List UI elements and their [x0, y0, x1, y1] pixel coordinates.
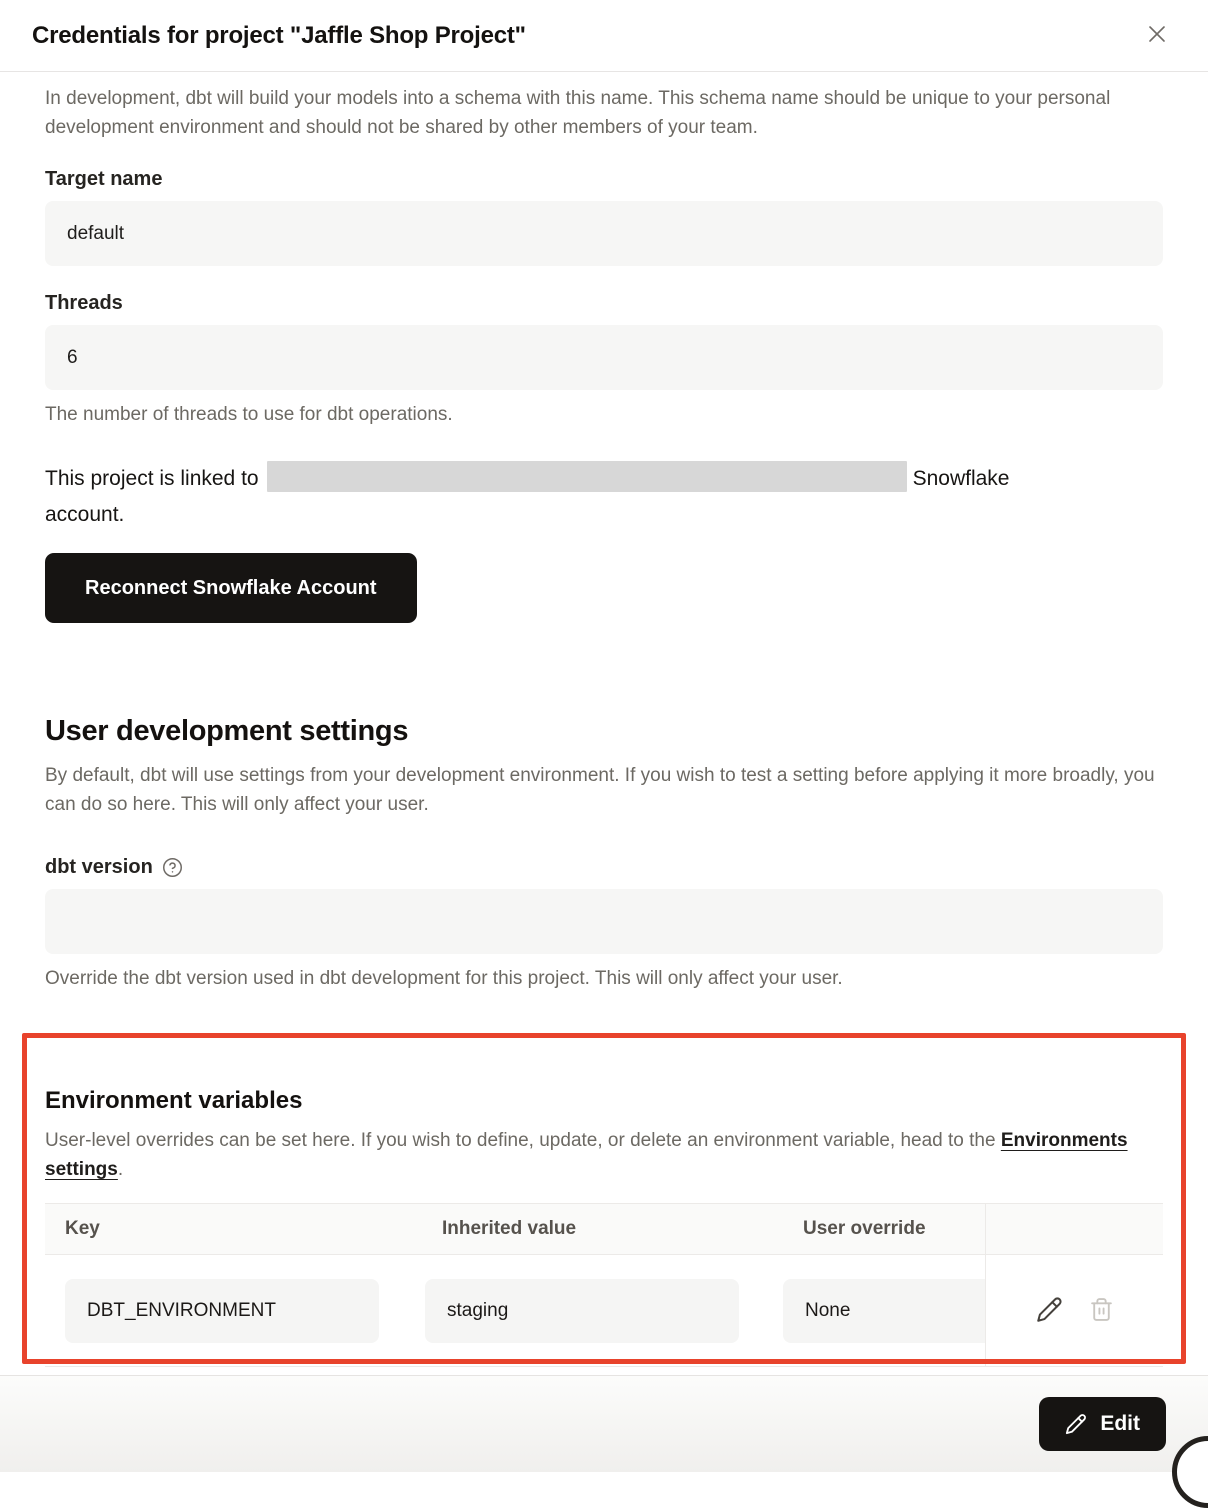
target-name-label: Target name — [45, 168, 163, 190]
modal-title: Credentials for project "Jaffle Shop Project" — [32, 21, 526, 49]
env-var-key-cell — [65, 1279, 379, 1343]
linked-account-text — [45, 461, 1163, 533]
column-header-actions — [985, 1204, 1163, 1254]
pencil-icon — [1036, 1296, 1063, 1326]
help-circle-icon[interactable] — [162, 857, 183, 878]
delete-env-var-button[interactable] — [1089, 1297, 1114, 1325]
edit-button-label: Edit — [1100, 1412, 1140, 1435]
close-icon — [1145, 22, 1169, 49]
threads-input[interactable] — [45, 325, 1163, 390]
close-button[interactable] — [1142, 21, 1172, 51]
environment-variables-heading: Environment variables — [45, 1087, 303, 1114]
user-dev-settings-heading: User development settings — [45, 715, 409, 747]
target-name-value: default — [67, 222, 125, 244]
modal-footer — [0, 1375, 1208, 1472]
env-desc-period: . — [117, 1159, 124, 1180]
edit-env-var-button[interactable] — [1036, 1296, 1063, 1326]
schema-description: In development, dbt will build your models into a schema with this name. This schema name should be unique to your personal development environment and should not be shared by other members of your team. — [45, 88, 1111, 138]
reconnect-snowflake-button[interactable]: Reconnect Snowflake Account — [45, 553, 417, 623]
env-var-override-cell — [783, 1279, 985, 1343]
linked-text-after-2: account. — [45, 503, 125, 526]
modal-header — [0, 0, 1208, 72]
linked-text-after: Snowflake — [912, 467, 1010, 490]
env-var-key-value: DBT_ENVIRONMENT — [87, 1299, 276, 1321]
dbt-version-label: dbt version — [45, 856, 153, 878]
edit-button[interactable] — [1039, 1397, 1166, 1451]
env-var-override-value: None — [805, 1299, 851, 1321]
threads-label: Threads — [45, 292, 123, 314]
env-var-actions-cell — [985, 1255, 1163, 1366]
environment-variables-section — [45, 1087, 1163, 1367]
user-dev-settings-description: By default, dbt will use settings from your development environment. If you wish to test a setting before applying it more broadly, you can do so here. This will only affect your user. — [45, 765, 1155, 815]
threads-help-text: The number of threads to use for dbt operations. — [45, 404, 453, 425]
env-var-inherited-cell — [425, 1279, 739, 1343]
env-var-inherited-value: staging — [447, 1299, 509, 1321]
env-desc-text: User-level overrides can be set here. If you wish to define, update, or delete an environment variable, head to the — [45, 1130, 1001, 1151]
pencil-icon — [1065, 1413, 1087, 1435]
dbt-version-input[interactable] — [45, 889, 1163, 954]
linked-text-before: This project is linked to — [45, 467, 259, 490]
column-header-user-override: User override — [803, 1218, 926, 1239]
column-header-inherited-value: Inherited value — [442, 1218, 577, 1239]
table-header-row — [45, 1204, 1163, 1255]
environments-settings-link[interactable]: Environments settings — [45, 1130, 1128, 1180]
dbt-version-help-text: Override the dbt version used in dbt development for this project. This will only affect your user. — [45, 968, 843, 989]
environment-variables-table — [45, 1203, 1163, 1367]
modal-body — [0, 84, 1208, 1367]
corner-widget-partial — [1172, 1436, 1208, 1508]
trash-icon — [1089, 1297, 1114, 1325]
table-row — [45, 1255, 1163, 1367]
redacted-account-name — [267, 461, 907, 492]
target-name-input[interactable] — [45, 201, 1163, 266]
environment-variables-description — [45, 1126, 1163, 1184]
threads-value: 6 — [67, 346, 78, 368]
column-header-key: Key — [65, 1218, 100, 1239]
